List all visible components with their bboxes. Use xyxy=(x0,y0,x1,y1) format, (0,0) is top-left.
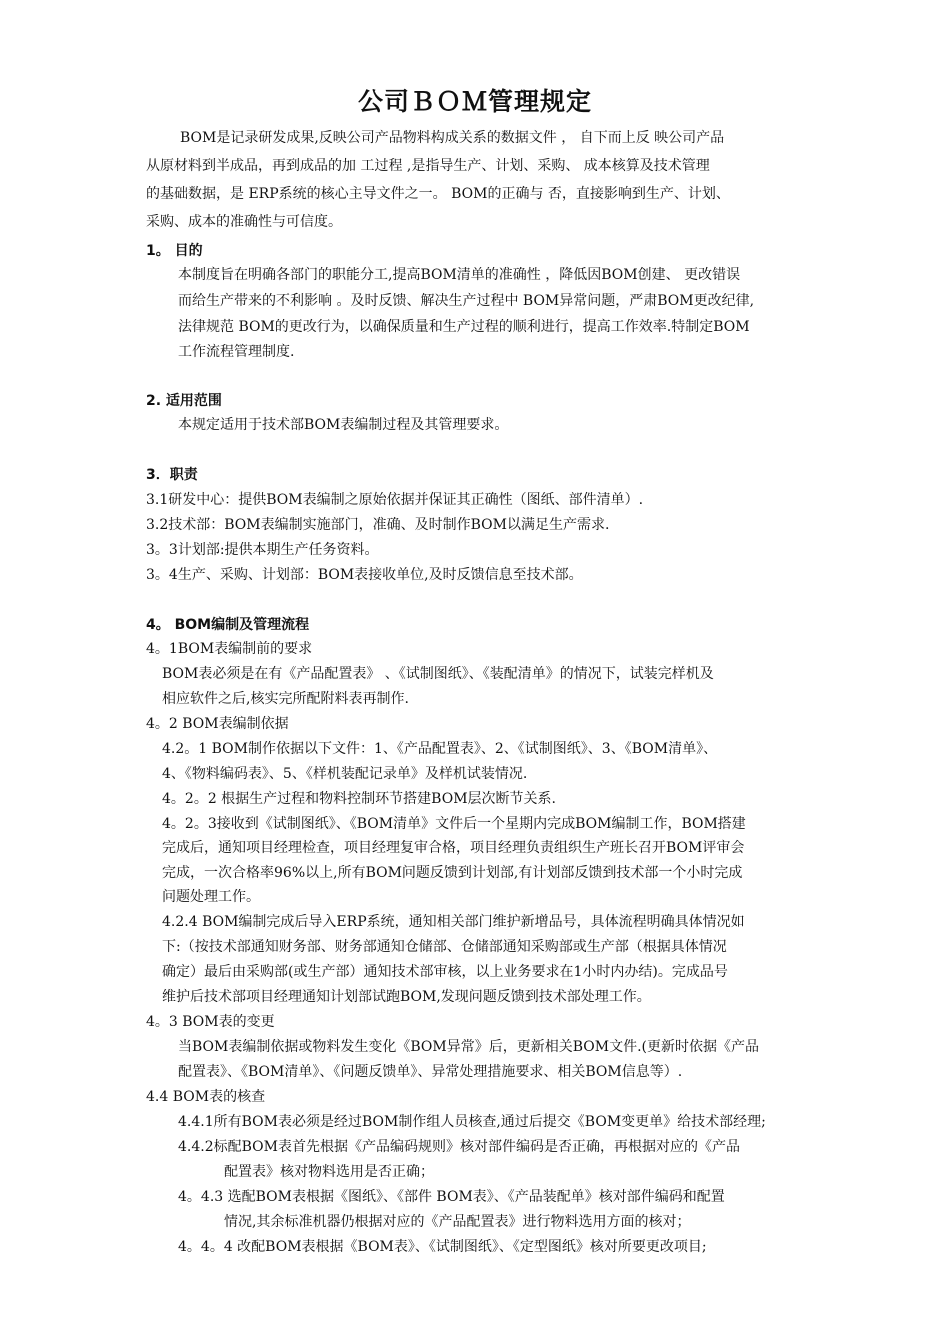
paragraph-line: 当BOM表编制依据或物料发生变化《BOM异常》后，更新相关BOM文件.(更新时依据《产品 xyxy=(178,1039,759,1055)
paragraph-line: 4.2.4 BOM编制完成后导入ERP系统，通知相关部门维护新增品号，具体流程明确具体情况如 xyxy=(162,914,745,930)
paragraph-line: 4。2。3接收到《试制图纸》、《BOM清单》文件后一个星期内完成BOM编制工作，BOM搭建 xyxy=(162,816,746,832)
paragraph-line: 4。4.3 选配BOM表根据《图纸》、《部件 BOM表》、《产品装配单》核对部件编码和配置 xyxy=(178,1189,725,1205)
intro-line: BOM是记录研发成果,反映公司产品物料构成关系的数据文件 ， 自下而上反 映公司产品 xyxy=(180,130,725,146)
paragraph-line: 维护后技术部项目经理通知计划部试跑BOM,发现问题反馈到技术部处理工作。 xyxy=(162,989,651,1005)
paragraph-line: 完成，一次合格率96%以上,所有BOM问题反馈到计划部,有计划部反馈到技术部一个小时完成 xyxy=(162,865,743,881)
paragraph-line: 3。3计划部:提供本期生产任务资料。 xyxy=(146,542,379,558)
intro-line: 的基础数据，是 ERP系统的核心主导文件之一。 BOM的正确与 否，直接影响到生产、计划、 xyxy=(146,186,730,202)
section-heading-scope: 2. 适用范围 xyxy=(146,393,222,409)
paragraph-line: 4.2。1 BOM制作依据以下文件：1、《产品配置表》、2、《试制图纸》、3、《BOM清单》、 xyxy=(162,741,718,757)
paragraph-line: 相应软件之后,核实完所配附料表再制作. xyxy=(162,691,409,707)
paragraph-line: 4。4。4 改配BOM表根据《BOM表》、《试制图纸》、《定型图纸》核对所要更改项目; xyxy=(178,1239,707,1255)
paragraph-line: 问题处理工作。 xyxy=(162,889,260,905)
paragraph-line: 工作流程管理制度. xyxy=(178,344,295,360)
paragraph-line: 4.4.1所有BOM表必须是经过BOM制作组人员核查,通过后提交《BOM变更单》给技术部经理; xyxy=(178,1114,766,1130)
paragraph-line: 4。2。2 根据生产过程和物料控制环节搭建BOM层次断节关系. xyxy=(162,791,556,807)
paragraph-line: 3.2技术部：BOM表编制实施部门，准确、及时制作BOM以满足生产需求. xyxy=(146,517,610,533)
subsection-heading: 4。3 BOM表的变更 xyxy=(146,1014,275,1030)
paragraph-line: 本制度旨在明确各部门的职能分工,提高BOM清单的准确性 ，降低因BOM创建、 更改错误 xyxy=(178,267,741,283)
paragraph-line: 确定）最后由采购部(或生产部）通知技术部审核，以上业务要求在1小时内办结)。完成品号 xyxy=(162,964,728,980)
document-title: 公司ＢＯＭ管理规定 xyxy=(357,87,592,116)
paragraph-line: 完成后，通知项目经理检查，项目经理复审合格，项目经理负责组织生产班长召开BOM评审会 xyxy=(162,840,745,856)
paragraph-line: 3.1研发中心：提供BOM表编制之原始依据并保证其正确性（图纸、部件清单）. xyxy=(146,492,644,508)
section-heading-purpose: 1。 目的 xyxy=(146,243,203,259)
paragraph-line: 而给生产带来的不利影响 。及时反馈、解决生产过程中 BOM异常问题，严肃BOM更改纪律, xyxy=(178,293,755,309)
paragraph-line: 配置表》核对物料选用是否正确； xyxy=(224,1164,434,1180)
paragraph-line: 情况,其余标准机器仍根据对应的《产品配置表》进行物料选用方面的核对； xyxy=(224,1214,691,1230)
section-heading-process: 4。 BOM编制及管理流程 xyxy=(146,617,310,633)
paragraph-line: 下:（按技术部通知财务部、财务部通知仓储部、仓储部通知采购部或生产部（根据具体情况 xyxy=(162,939,727,955)
paragraph-line: 配置表》、《BOM清单》、《问题反馈单》、异常处理措施要求、相关BOM信息等）. xyxy=(178,1064,683,1080)
intro-line: 采购、成本的准确性与可信度。 xyxy=(146,214,342,230)
paragraph-line: 4、《物料编码表》、5、《样机装配记录单》及样机试装情况. xyxy=(162,766,528,782)
paragraph-line: 3。4生产、采购、计划部：BOM表接收单位,及时反馈信息至技术部。 xyxy=(146,567,583,583)
subsection-heading: 4。1BOM表编制前的要求 xyxy=(146,641,313,657)
section-heading-duties: 3．职责 xyxy=(146,467,198,483)
paragraph-line: 4.4.2标配BOM表首先根据《产品编码规则》核对部件编码是否正确，再根据对应的《产品 xyxy=(178,1139,740,1155)
subsection-heading: 4.4 BOM表的核查 xyxy=(146,1089,266,1105)
paragraph-line: 法律规范 BOM的更改行为，以确保质量和生产过程的顺利进行，提高工作效率.特制定BOM xyxy=(178,319,750,335)
paragraph-line: BOM表必须是在有《产品配置表》 、《试制图纸》、《装配清单》的情况下，试装完样机及 xyxy=(162,666,714,682)
intro-line: 从原材料到半成品，再到成品的加 工过程 ,是指导生产、计划、采购、 成本核算及技术管理 xyxy=(146,158,710,174)
subsection-heading: 4。2 BOM表编制依据 xyxy=(146,716,289,732)
paragraph-line: 本规定适用于技术部BOM表编制过程及其管理要求。 xyxy=(178,417,509,433)
